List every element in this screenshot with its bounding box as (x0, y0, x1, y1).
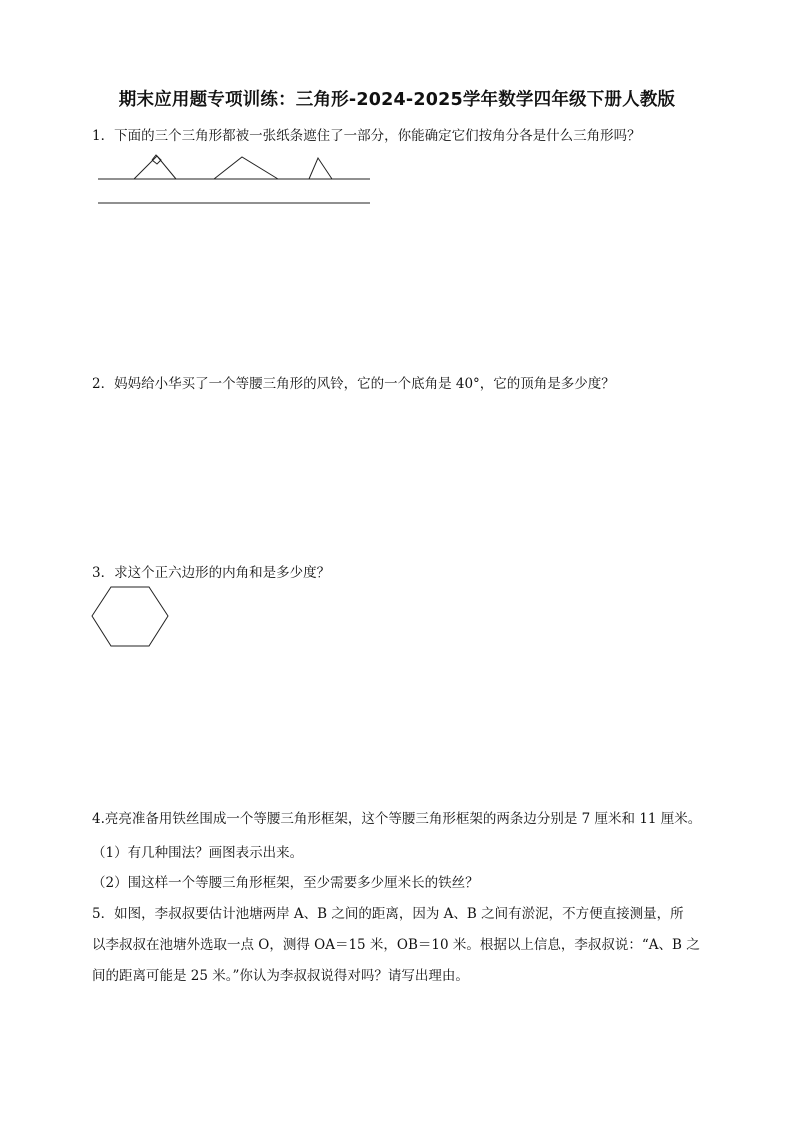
triangle-3 (309, 158, 332, 179)
page-title: 期末应用题专项训练：三角形-2024-2025学年数学四年级下册人教版 (118, 90, 676, 110)
question-4-text: 4.亮亮准备用铁丝围成一个等腰三角形框架，这个等腰三角形框架的两条边分别是 7 厘米和 11 厘米。 (92, 811, 702, 827)
question-1-text: 1．下面的三个三角形都被一张纸条遮住了一部分，你能确定它们按角分各是什么三角形吗？ (92, 128, 641, 144)
question-5-line-1: 5．如图，李叔叔要估计池塘两岸 A、B 之间的距离，因为 A、B 之间有淤泥，不方便直接测量，所 (92, 906, 684, 922)
question-5-line-2: 以李叔叔在池塘外选取一点 O，测得 OA＝15 米，OB＝10 米。根据以上信息，李叔叔说：“A、B 之 (92, 937, 700, 953)
triangle-2 (214, 157, 278, 179)
regular-hexagon (92, 587, 168, 646)
question-4-part-1: （1）有几种围法？画图表示出来。 (92, 845, 304, 861)
question-2-text: 2．妈妈给小华买了一个等腰三角形的风铃，它的一个底角是 40°，它的顶角是多少度？ (92, 376, 615, 392)
question-3-text: 3．求这个正六边形的内角和是多少度？ (92, 565, 331, 581)
triangle-1 (134, 156, 176, 179)
question-4-part-2: （2）围这样一个等腰三角形框架，至少需要多少厘米长的铁丝？ (92, 875, 479, 891)
question-5-line-3: 间的距离可能是 25 米。”你认为李叔叔说得对吗？请写出理由。 (92, 968, 469, 984)
right-angle-mark (152, 155, 161, 164)
